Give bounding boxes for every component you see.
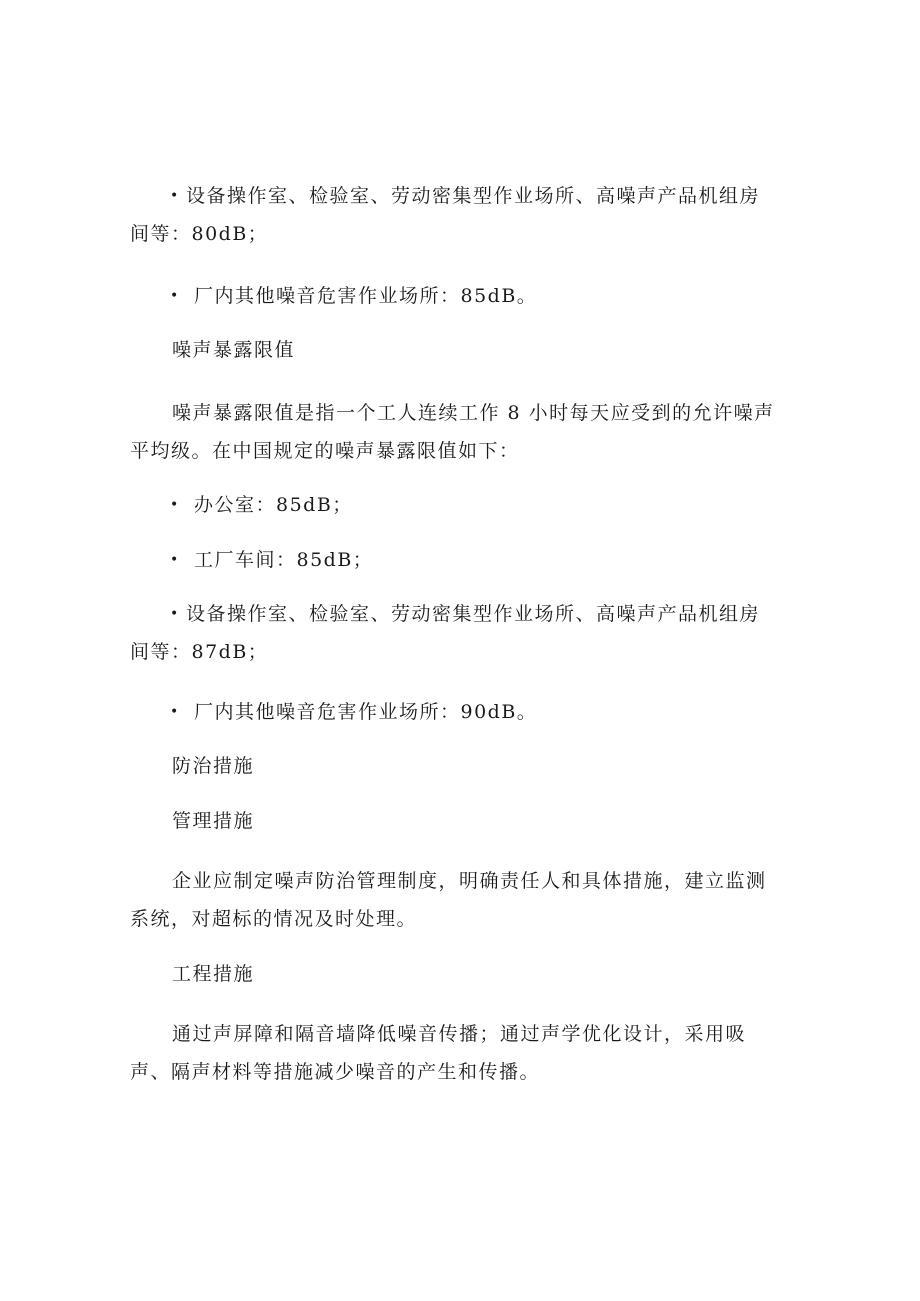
subsection-heading: 工程措施 xyxy=(172,963,255,985)
list-item xyxy=(170,541,373,579)
paragraph: 通过声屏障和隔音墙降低噪音传播；通过声学优化设计，采用吸声、隔声材料等措施减少噪音的产生和传播。 xyxy=(130,1023,747,1083)
list-item xyxy=(130,177,780,253)
list-item-text: 厂内其他噪音危害作业场所：85dB。 xyxy=(194,285,538,307)
list-item-text: 设备操作室、检验室、劳动密集型作业场所、高噪声产品机组房间等：87dB； xyxy=(130,603,761,663)
list-item xyxy=(170,693,537,731)
bullet-icon: • xyxy=(170,188,180,204)
list-item xyxy=(130,595,780,671)
bullet-icon: • xyxy=(170,497,180,513)
paragraph: 噪声暴露限值是指一个工人连续工作 8 小时每天应受到的允许噪声平均级。在中国规定的噪声暴露限值如下： xyxy=(130,402,775,462)
list-item xyxy=(170,277,537,315)
bullet-icon: • xyxy=(170,704,180,720)
list-item-text: 办公室：85dB； xyxy=(194,494,353,516)
subsection-heading: 管理措施 xyxy=(172,810,255,832)
bullet-icon: • xyxy=(170,552,180,568)
list-item-text: 工厂车间：85dB； xyxy=(194,549,374,571)
list-item-text: 设备操作室、检验室、劳动密集型作业场所、高噪声产品机组房间等：80dB； xyxy=(130,185,761,245)
section-heading: 防治措施 xyxy=(172,755,255,777)
list-item xyxy=(170,486,353,524)
list-item-text: 厂内其他噪音危害作业场所：90dB。 xyxy=(194,701,538,723)
section-heading: 噪声暴露限值 xyxy=(172,339,296,361)
paragraph: 企业应制定噪声防治管理制度，明确责任人和具体措施，建立监测系统，对超标的情况及时处理。 xyxy=(130,870,767,930)
bullet-icon: • xyxy=(170,606,180,622)
bullet-icon: • xyxy=(170,288,180,304)
